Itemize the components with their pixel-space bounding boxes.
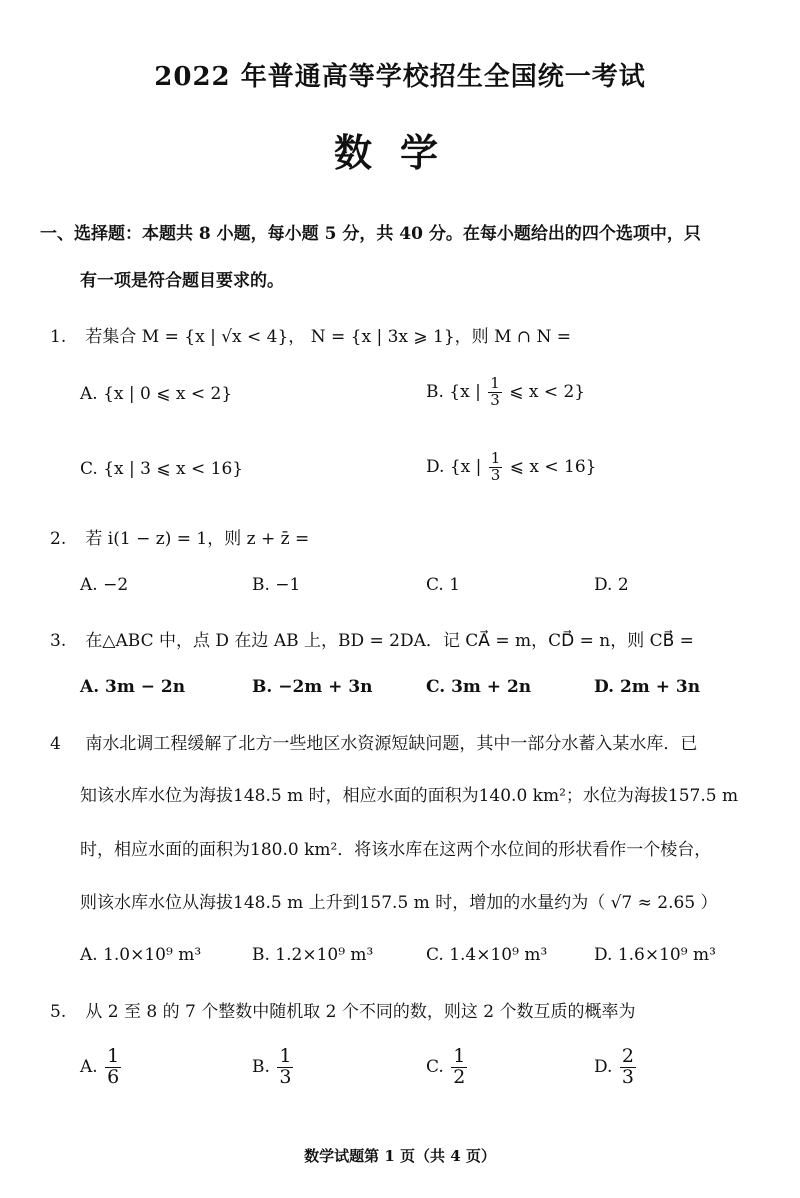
q2-option-d: D. 2 — [594, 575, 629, 595]
q5-option-a — [80, 1047, 123, 1088]
fraction — [277, 1047, 293, 1088]
subject-title: 数学 — [333, 131, 466, 175]
numerator: 1 — [490, 449, 501, 467]
question-stem: 若 i(1 − z) = 1，则 z + z̄ = — [85, 529, 310, 549]
fraction — [488, 376, 502, 409]
question-stem: 若集合 M = {x | √x < 4}， N = {x | 3x ⩾ 1}，则 M ∩ N = — [85, 327, 572, 347]
denominator: 3 — [279, 1065, 292, 1088]
page-footer: 数学试题第 1 页（共 4 页） — [304, 1147, 496, 1165]
q2-option-c: C. 1 — [426, 575, 461, 595]
question-stem-line1: 南水北调工程缓解了北方一些地区水资源短缺问题，其中一部分水蓄入某水库．已 — [85, 734, 698, 754]
denominator: 6 — [107, 1065, 120, 1088]
q4-option-a: A. 1.0×10⁹ m³ — [80, 945, 202, 965]
q2-option-b: B. −1 — [252, 575, 301, 595]
option-label: B. — [252, 1056, 270, 1077]
option-label: D. — [594, 1056, 613, 1077]
question-4 — [50, 729, 770, 754]
fraction — [489, 451, 503, 484]
question-stem: 在△ABC 中，点 D 在边 AB 上，BD = 2DA．记 CA⃗ = m，CD⃗ = n，则 CB⃗ = — [85, 631, 694, 651]
q4-option-d: D. 1.6×10⁹ m³ — [594, 945, 716, 965]
option-prefix: B. {x | — [426, 381, 481, 402]
q3-option-a: A. 3m − 2n — [80, 677, 186, 697]
question-number: 1. — [50, 327, 67, 347]
option-label: C. — [426, 1056, 444, 1077]
fraction — [620, 1047, 636, 1088]
q1-option-b — [426, 376, 585, 409]
exam-title: 2022 年普通高等学校招生全国统一考试 — [154, 62, 646, 92]
question-4-line4: 则该水库水位从海拔148.5 m 上升到157.5 m 时，增加的水量约为（ √7 ≈ 2.65 ） — [80, 893, 718, 913]
option-suffix: ⩽ x < 16} — [509, 456, 597, 477]
denominator: 3 — [621, 1065, 634, 1088]
q3-option-d: D. 2m + 3n — [594, 677, 701, 697]
denominator: 3 — [490, 465, 501, 484]
q4-option-c: C. 1.4×10⁹ m³ — [426, 945, 548, 965]
q3-option-b: B. −2m + 3n — [252, 677, 373, 697]
question-4-line3: 时，相应水面的面积为180.0 km²．将该水库在这两个水位间的形状看作一个棱台， — [80, 840, 712, 860]
question-3 — [50, 626, 770, 651]
question-number: 3. — [50, 631, 67, 651]
question-5 — [50, 997, 770, 1022]
question-1 — [50, 322, 770, 347]
q1-option-d — [426, 451, 596, 484]
question-number: 2. — [50, 529, 67, 549]
numerator: 1 — [279, 1045, 292, 1067]
option-label: A. — [80, 1056, 98, 1077]
question-2 — [50, 524, 770, 549]
q2-option-a: A. −2 — [80, 575, 129, 595]
q1-option-a: A. {x | 0 ⩽ x < 2} — [80, 384, 233, 404]
option-suffix: ⩽ x < 2} — [509, 381, 586, 402]
q4-option-b: B. 1.2×10⁹ m³ — [252, 945, 374, 965]
numerator: 1 — [490, 374, 500, 392]
q1-option-c: C. {x | 3 ⩽ x < 16} — [80, 459, 244, 479]
numerator: 2 — [621, 1045, 634, 1067]
q5-option-d — [594, 1047, 638, 1088]
question-number: 4 — [50, 734, 61, 754]
question-number: 5. — [50, 1002, 67, 1022]
denominator: 3 — [490, 390, 500, 409]
section-intro-line1: 一、选择题：本题共 8 小题，每小题 5 分，共 40 分。在每小题给出的四个选项中，只 — [40, 224, 701, 244]
q5-option-c — [426, 1047, 469, 1088]
numerator: 1 — [107, 1045, 120, 1067]
denominator: 2 — [453, 1065, 466, 1088]
numerator: 1 — [453, 1045, 466, 1067]
option-prefix: D. {x | — [426, 456, 482, 477]
q3-option-c: C. 3m + 2n — [426, 677, 532, 697]
question-stem: 从 2 至 8 的 7 个整数中随机取 2 个不同的数，则这 2 个数互质的概率为 — [85, 1002, 636, 1022]
fraction — [451, 1047, 467, 1088]
question-4-line2: 知该水库水位为海拔148.5 m 时，相应水面的面积为140.0 km²；水位为海拔157.5 m — [80, 786, 739, 806]
fraction — [105, 1047, 121, 1088]
q5-option-b — [252, 1047, 295, 1088]
section-intro-line2: 有一项是符合题目要求的。 — [80, 271, 284, 291]
